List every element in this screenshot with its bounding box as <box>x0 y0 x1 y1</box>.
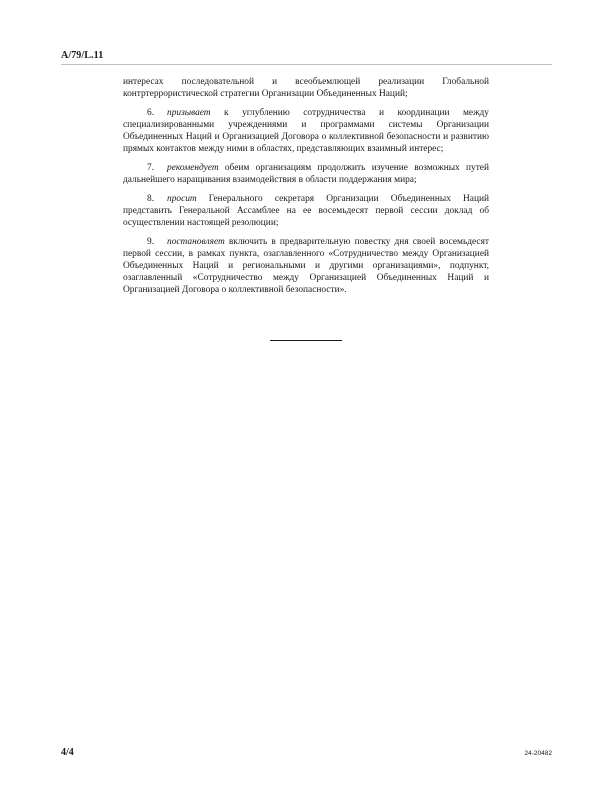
page-number: 4/4 <box>61 747 74 758</box>
paragraph-continuation <box>123 76 489 100</box>
paragraph-7 <box>123 162 489 186</box>
operative-verb: просит <box>167 194 197 204</box>
document-code: 24-20482 <box>524 750 552 757</box>
document-symbol: A/79/L.11 <box>61 50 104 61</box>
header-divider <box>61 64 552 65</box>
paragraph-text: Генерального секретаря Организации Объединенных Наций представить Генеральной Ассамблее на ее восемьдесят первой сессии доклад об осуществлении настоящей резолюции; <box>123 194 489 228</box>
operative-verb: постановляет <box>167 237 225 247</box>
paragraph-8 <box>123 193 489 229</box>
paragraph-text: обеим организациям продолжить изучение возможных путей дальнейшего наращивания взаимодействия в области поддержания мира; <box>123 163 489 185</box>
resolution-body <box>123 76 489 303</box>
paragraph-text: интересах последовательной и всеобъемлющей реализации Глобальной контртеррористической стратегии Организации Объединенных Наций; <box>123 77 489 99</box>
paragraph-number: 9. <box>147 237 155 247</box>
paragraph-text: к углублению сотрудничества и координации между специализированными учреждениями и программами системы Организации Объединенных Наций и Организацией Договора о коллективной безопасности и развитию прямых контактов между ними в областях, представляющих взаимный интерес; <box>123 108 489 154</box>
paragraph-number: 8. <box>147 194 155 204</box>
paragraph-text: включить в предварительную повестку дня своей восемьдесят первой сессии, в рамках пункта, озаглавленного «Сотрудничество между Организацией Объединенных Наций и региональными и другими организациями», подпункт, озаглавленный «Сотрудничество между Организацией Объединенных Наций и Организацией Договора о коллективной безопасности». <box>123 237 489 295</box>
operative-verb: рекомендует <box>167 163 219 173</box>
paragraph-6 <box>123 107 489 155</box>
end-of-document-rule <box>270 340 342 341</box>
paragraph-number: 6. <box>147 108 155 118</box>
operative-verb: призывает <box>167 108 211 118</box>
paragraph-number: 7. <box>147 163 155 173</box>
paragraph-9 <box>123 236 489 296</box>
